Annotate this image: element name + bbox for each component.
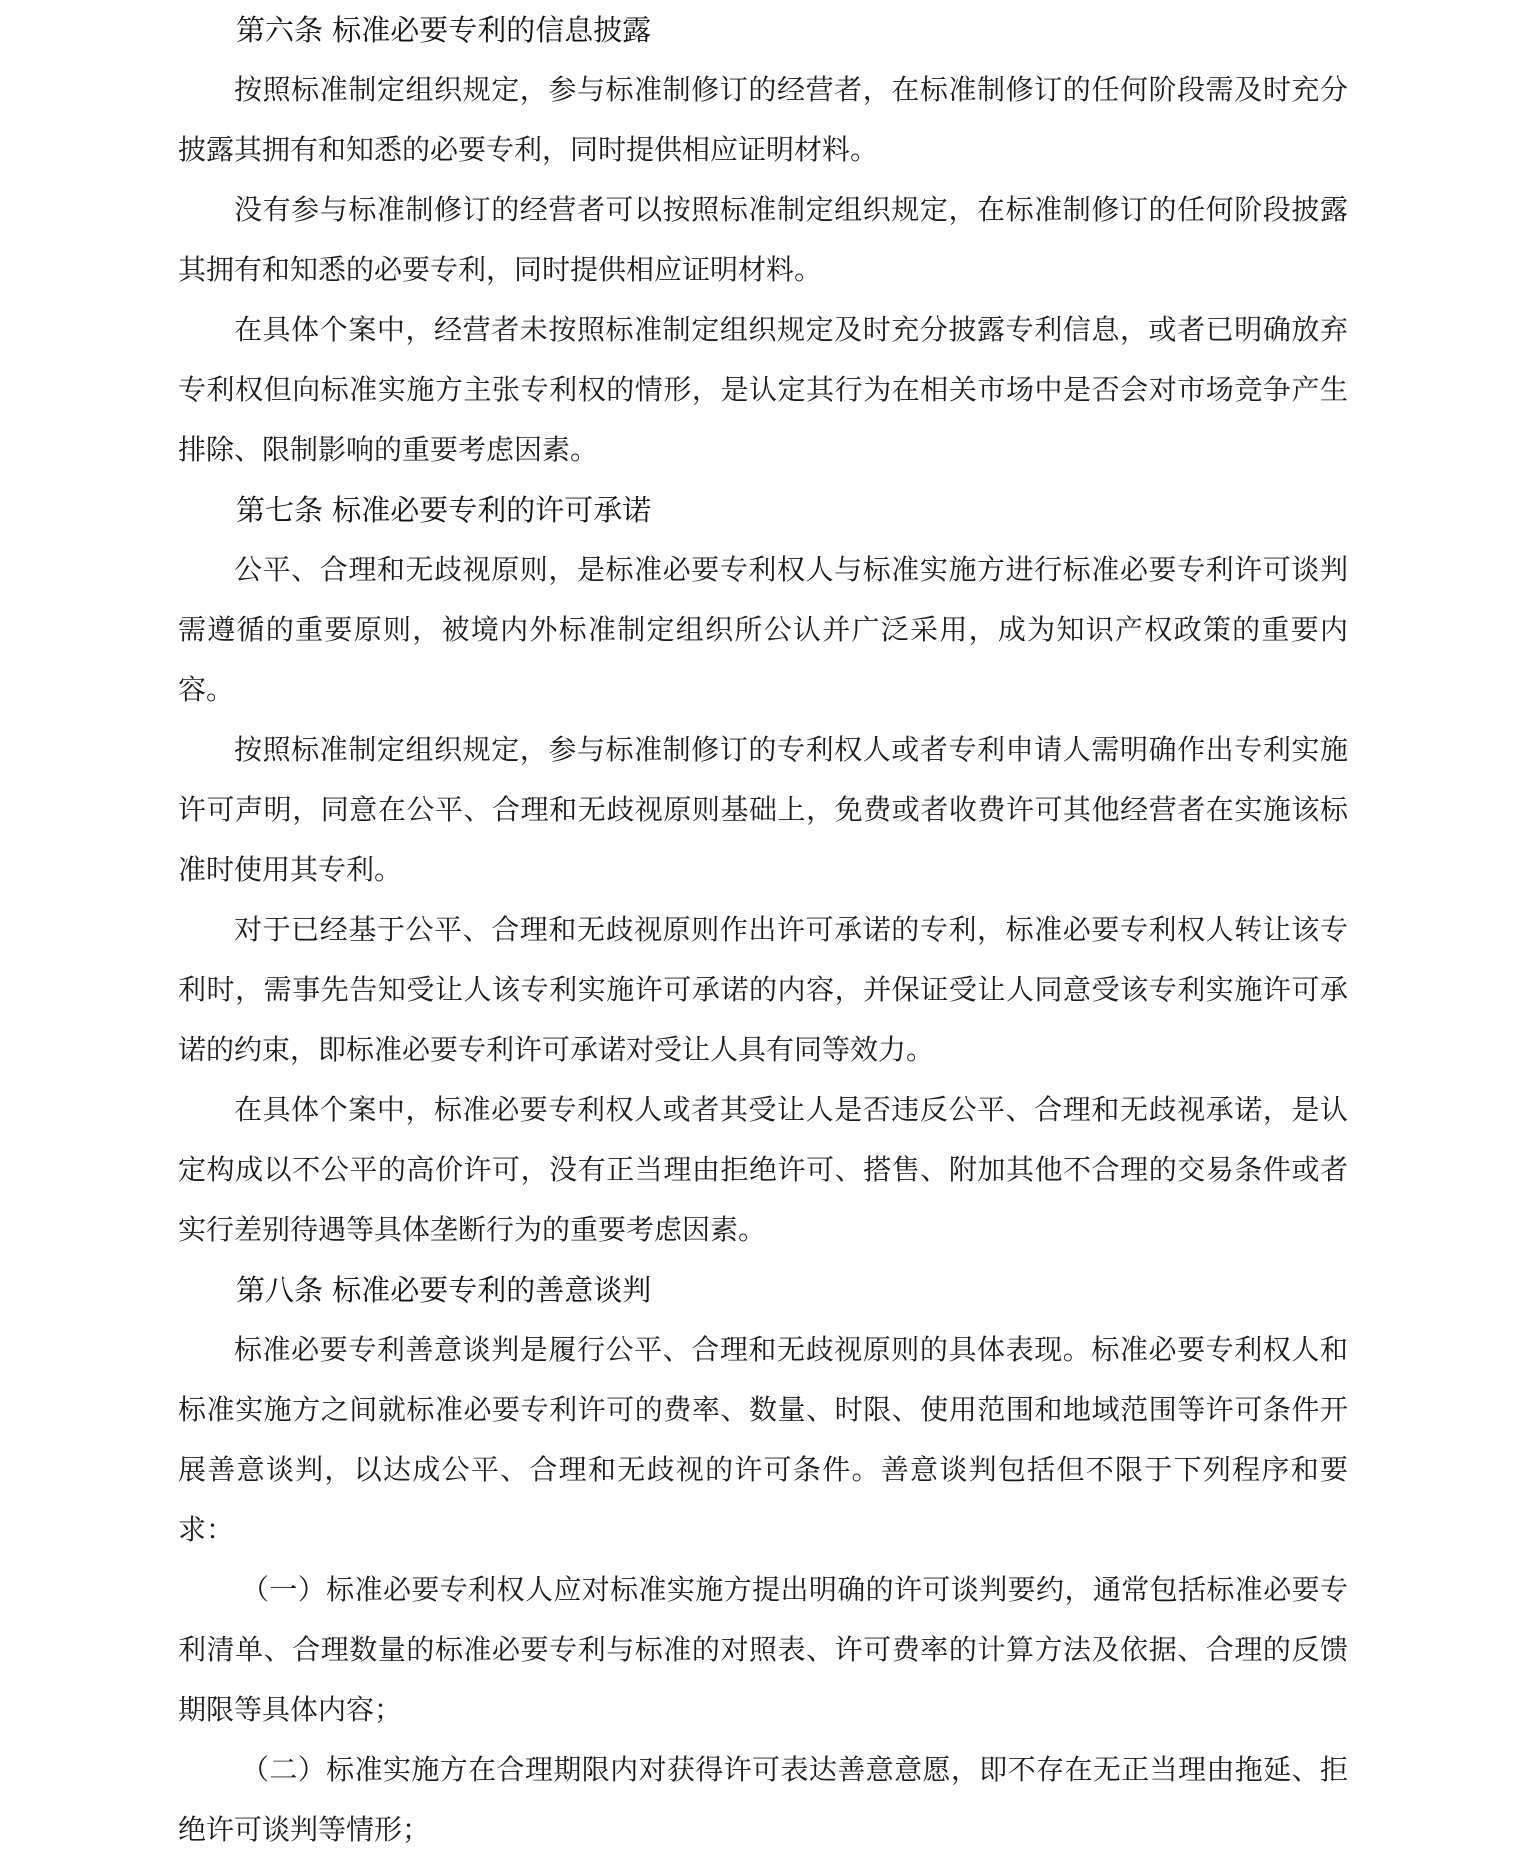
article-8-item-1: （一）标准必要专利权人应对标准实施方提出明确的许可谈判要约，通常包括标准必要专利清单、合理数量的标准必要专利与标准的对照表、许可费率的计算方法及依据、合理的反馈期限等具体内容；: [178, 1573, 1348, 1726]
document-page: [178, 0, 1348, 1860]
article-8: [178, 1260, 1348, 1860]
article-7-paragraph-1: 公平、合理和无歧视原则，是标准必要专利权人与标准实施方进行标准必要专利许可谈判需遵循的重要原则，被境内外标准制定组织所公认并广泛采用，成为知识产权政策的重要内容。: [178, 553, 1348, 706]
article-8-item-2: （二）标准实施方在合理期限内对获得许可表达善意意愿，即不存在无正当理由拖延、拒绝许可谈判等情形；: [178, 1753, 1348, 1846]
article-7-paragraph-3: 对于已经基于公平、合理和无歧视原则作出许可承诺的专利，标准必要专利权人转让该专利时，需事先告知受让人该专利实施许可承诺的内容，并保证受让人同意受该专利实施许可承诺的约束，即标准必要专利许可承诺对受让人具有同等效力。: [178, 913, 1348, 1066]
article-6-heading: 第六条 标准必要专利的信息披露: [236, 13, 652, 47]
article-6-paragraph-2: 没有参与标准制修订的经营者可以按照标准制定组织规定，在标准制修订的任何阶段披露其拥有和知悉的必要专利，同时提供相应证明材料。: [178, 193, 1348, 286]
article-7: [178, 480, 1348, 1260]
article-7-paragraph-2: 按照标准制定组织规定，参与标准制修订的专利权人或者专利申请人需明确作出专利实施许可声明，同意在公平、合理和无歧视原则基础上，免费或者收费许可其他经营者在实施该标准时使用其专利。: [178, 733, 1348, 886]
article-6-paragraph-1: 按照标准制定组织规定，参与标准制修订的经营者，在标准制修订的任何阶段需及时充分披露其拥有和知悉的必要专利，同时提供相应证明材料。: [178, 73, 1348, 166]
article-6-paragraph-3: 在具体个案中，经营者未按照标准制定组织规定及时充分披露专利信息，或者已明确放弃专利权但向标准实施方主张专利权的情形，是认定其行为在相关市场中是否会对市场竞争产生排除、限制影响的重要考虑因素。: [178, 313, 1348, 466]
article-7-paragraph-4: 在具体个案中，标准必要专利权人或者其受让人是否违反公平、合理和无歧视承诺，是认定构成以不公平的高价许可，没有正当理由拒绝许可、搭售、附加其他不合理的交易条件或者实行差别待遇等具体垄断行为的重要考虑因素。: [178, 1093, 1348, 1246]
article-7-heading: 第七条 标准必要专利的许可承诺: [236, 493, 652, 527]
article-8-heading: 第八条 标准必要专利的善意谈判: [236, 1273, 652, 1307]
article-8-paragraph-1: 标准必要专利善意谈判是履行公平、合理和无歧视原则的具体表现。标准必要专利权人和标准实施方之间就标准必要专利许可的费率、数量、时限、使用范围和地域范围等许可条件开展善意谈判，以达成公平、合理和无歧视的许可条件。善意谈判包括但不限于下列程序和要求：: [178, 1333, 1348, 1546]
article-6: [178, 0, 1348, 480]
